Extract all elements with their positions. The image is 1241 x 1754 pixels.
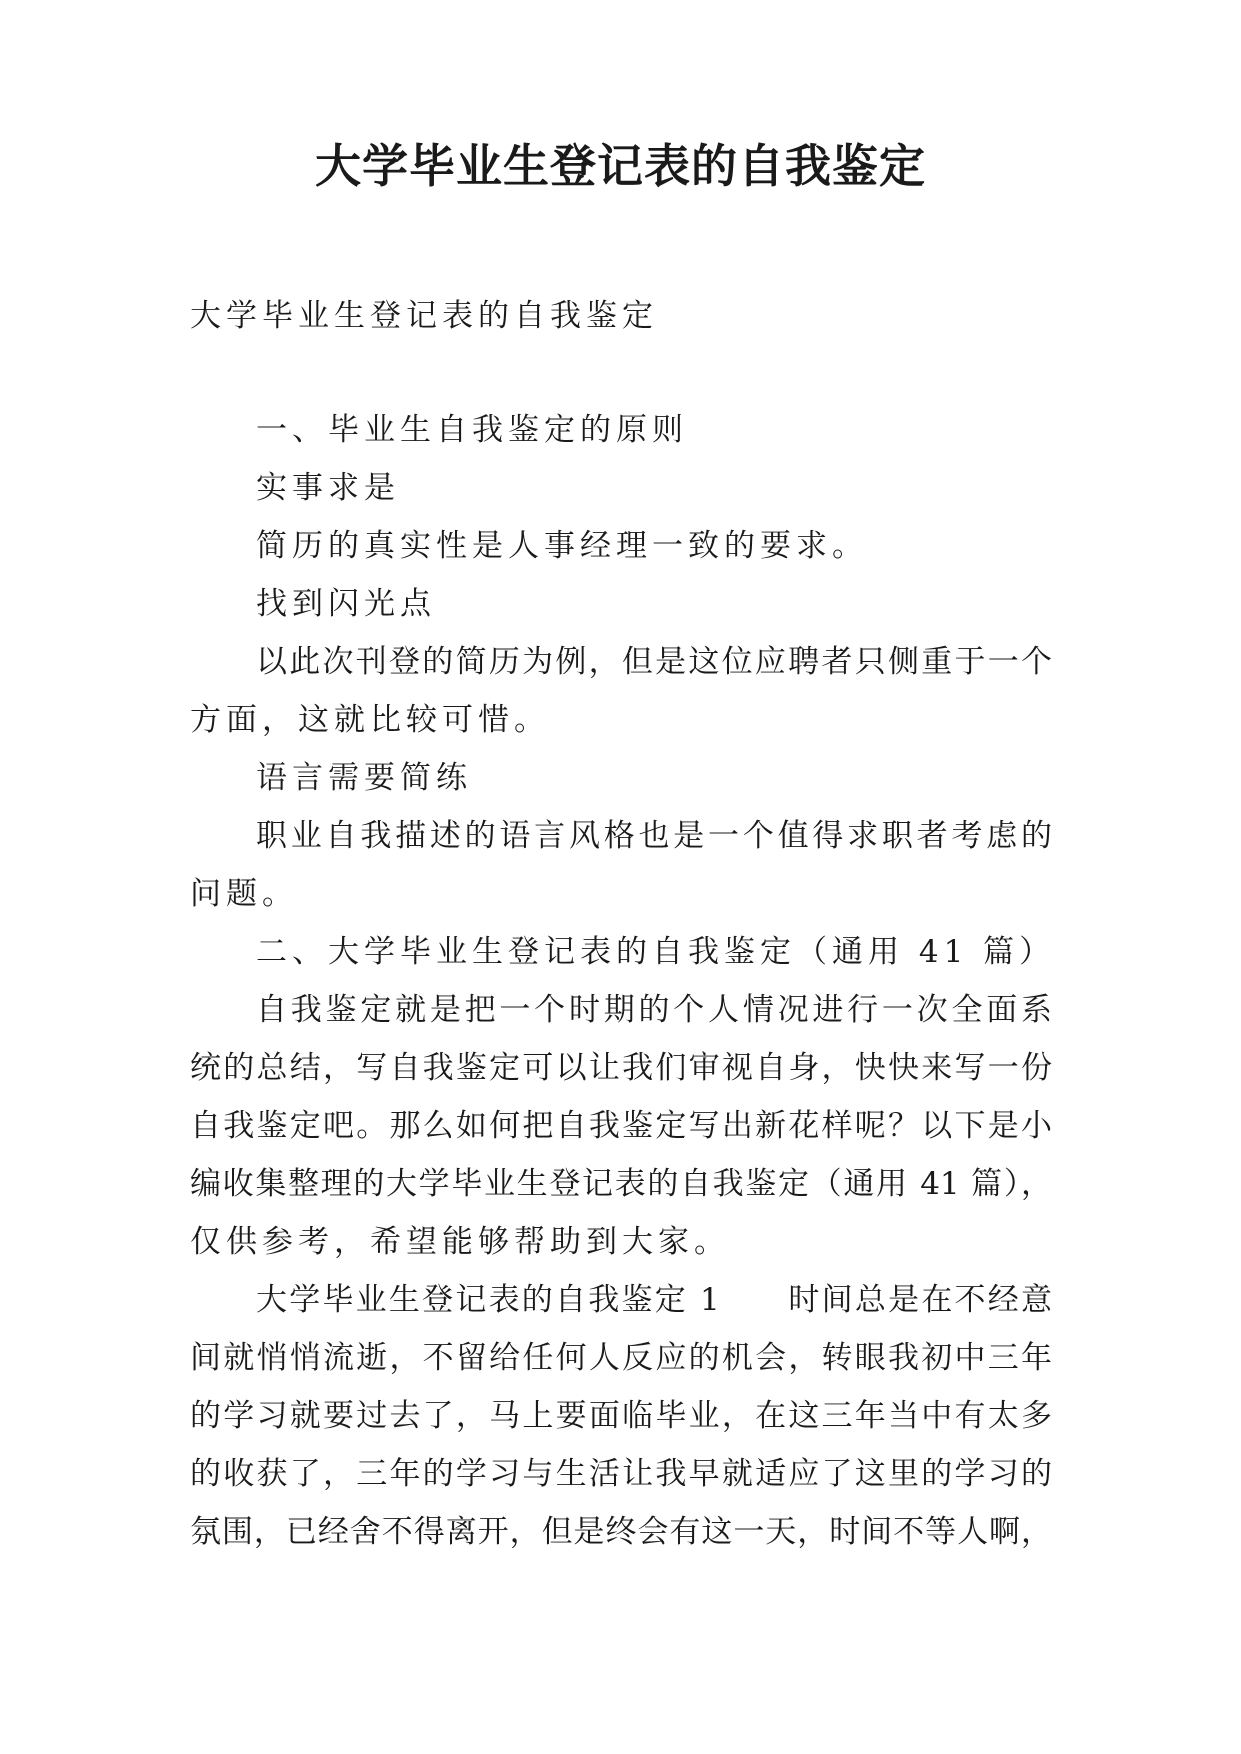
section-heading-1: 一、毕业生自我鉴定的原则 bbox=[256, 412, 688, 448]
paragraph-line: 氛围，已经舍不得离开，但是终会有这一天，时间不等人啊， bbox=[190, 1514, 1052, 1550]
paragraph-line: 自我鉴定吧。那么如何把自我鉴定写出新花样呢？以下是小 bbox=[190, 1108, 1052, 1144]
principle-heading: 实事求是 bbox=[256, 470, 400, 506]
paragraph-line: 统的总结，写自我鉴定可以让我们审视自身，快快来写一份 bbox=[190, 1050, 1052, 1086]
paragraph-line: 的学习就要过去了，马上要面临毕业，在这三年当中有太多 bbox=[190, 1398, 1052, 1434]
subtitle-line: 大学毕业生登记表的自我鉴定 bbox=[190, 298, 658, 334]
paragraph-line: 问题。 bbox=[190, 876, 298, 912]
paragraph-line: 大学毕业生登记表的自我鉴定 1 时间总是在不经意 bbox=[256, 1282, 1052, 1318]
principle-heading: 语言需要简练 bbox=[256, 760, 472, 796]
principle-heading: 找到闪光点 bbox=[256, 586, 436, 622]
paragraph-line: 职业自我描述的语言风格也是一个值得求职者考虑的 bbox=[256, 818, 1052, 854]
document-title: 大学毕业生登记表的自我鉴定 bbox=[315, 139, 926, 193]
paragraph-line: 简历的真实性是人事经理一致的要求。 bbox=[256, 528, 868, 564]
paragraph-line: 间就悄悄流逝，不留给任何人反应的机会，转眼我初中三年 bbox=[190, 1340, 1052, 1376]
paragraph-line: 编收集整理的大学毕业生登记表的自我鉴定（通用 41 篇）， bbox=[190, 1166, 1052, 1202]
section-heading-2: 二、大学毕业生登记表的自我鉴定（通用 41 篇） bbox=[256, 934, 1056, 970]
paragraph-line: 以此次刊登的简历为例，但是这位应聘者只侧重于一个 bbox=[256, 644, 1052, 680]
paragraph-line: 自我鉴定就是把一个时期的个人情况进行一次全面系 bbox=[256, 992, 1052, 1028]
paragraph-line: 仅供参考，希望能够帮助到大家。 bbox=[190, 1224, 730, 1260]
paragraph-line: 方面，这就比较可惜。 bbox=[190, 702, 550, 738]
paragraph-line: 的收获了，三年的学习与生活让我早就适应了这里的学习的 bbox=[190, 1456, 1052, 1492]
